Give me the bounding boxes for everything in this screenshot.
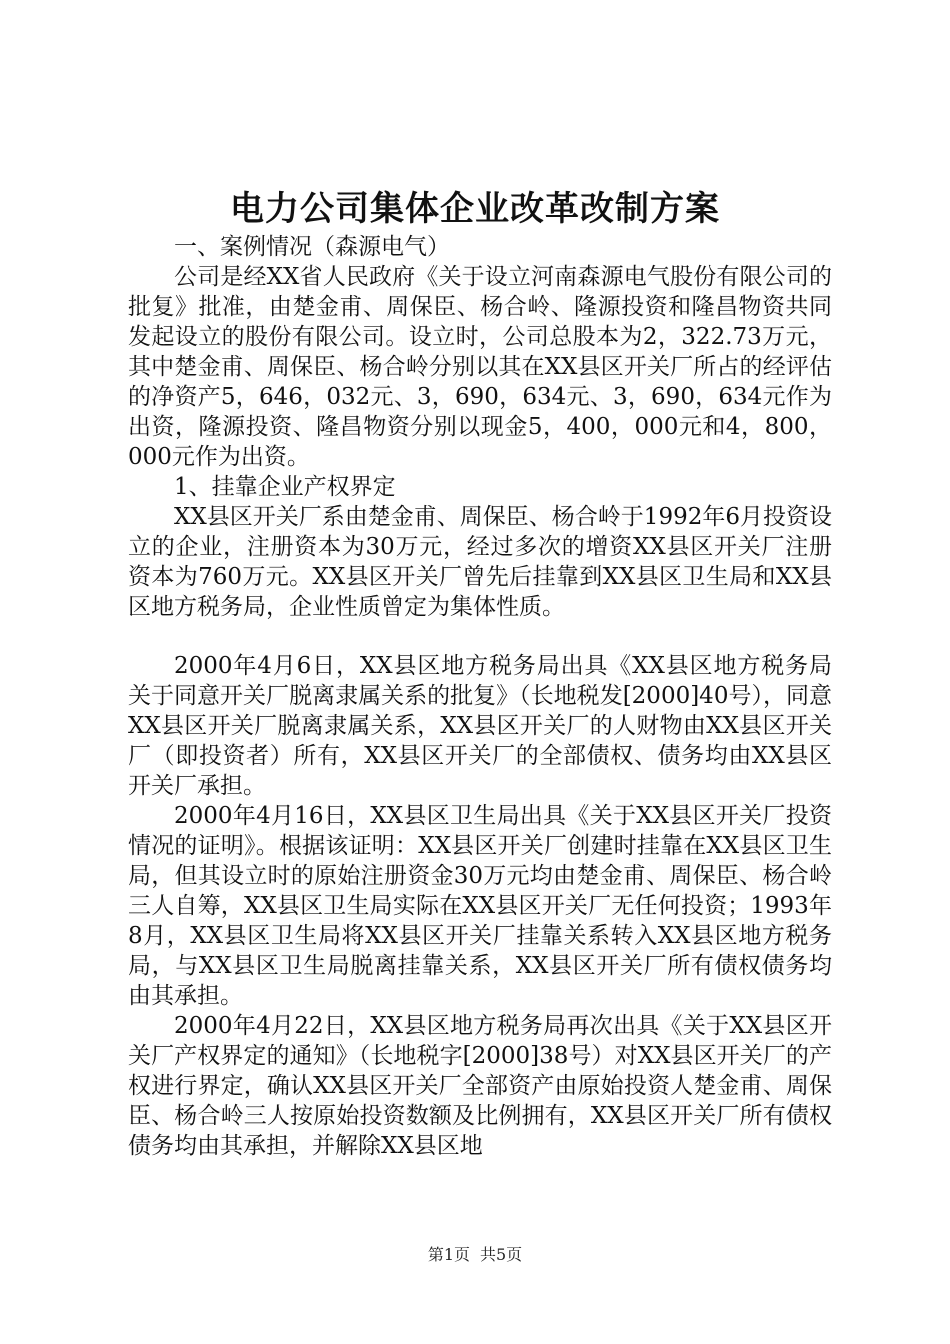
document-body	[128, 232, 832, 1161]
document-title: 电力公司集体企业改革改制方案	[230, 189, 720, 229]
paragraph-health-bureau-certificate: 2000年4月16日，XX县区卫生局出具《关于XX县区开关厂投资情况的证明》。根据该证明：XX县区开关厂创建时挂靠在XX县区卫生局，但其设立时的原始注册资金30万元均由楚金甫、周保臣、杨合岭三人自筹，XX县区卫生局实际在XX县区开关厂无任何投资；1993年8月，XX县区卫生局将XX县区开关厂挂靠关系转入XX县区地方税务局，与XX县区卫生局脱离挂靠关系，XX县区开关厂所有债权债务均由其承担。	[128, 803, 832, 1009]
subsection-heading-property-rights: 1、挂靠企业产权界定	[174, 474, 396, 500]
page-number: 第1页	[427, 1245, 470, 1264]
paragraph-property-rights-notice: 2000年4月22日，XX县区地方税务局再次出具《关于XX县区开关厂产权界定的通知》（长地税字[2000]38号）对XX县区开关厂的产权进行界定，确认XX县区开关厂全部资产由原始投资人楚金甫、周保臣、杨合岭三人按原始投资数额及比例拥有，XX县区开关厂所有债权债务均由其承担，并解除XX县区地	[128, 1013, 832, 1159]
page-footer	[0, 1244, 950, 1266]
paragraph-spacer	[128, 622, 832, 651]
paragraph-switch-factory-history: XX县区开关厂系由楚金甫、周保臣、杨合岭于1992年6月投资设立的企业，注册资本为30万元，经过多次的增资XX县区开关厂注册资本为760万元。XX县区开关厂曾先后挂靠到XX县区卫生局和XX县区地方税务局，企业性质曾定为集体性质。	[128, 504, 832, 620]
page-total: 共5页	[480, 1245, 523, 1264]
paragraph-tax-bureau-approval: 2000年4月6日，XX县区地方税务局出具《XX县区地方税务局关于同意开关厂脱离隶属关系的批复》（长地税发[2000]40号），同意XX县区开关厂脱离隶属关系，XX县区开关厂的人财物由XX县区开关厂（即投资者）所有，XX县区开关厂的全部债权、债务均由XX县区开关厂承担。	[128, 653, 832, 799]
section-heading-case: 一、案例情况（森源电气）	[174, 234, 450, 260]
paragraph-company-overview: 公司是经XX省人民政府《关于设立河南森源电气股份有限公司的批复》批准，由楚金甫、周保臣、杨合岭、隆源投资和隆昌物资共同发起设立的股份有限公司。设立时，公司总股本为2，322.73万元，其中楚金甫、周保臣、杨合岭分别以其在XX县区开关厂所占的经评估的净资产5，646，032元、3，690，634元、3，690，634元作为出资，隆源投资、隆昌物资分别以现金5，400，000元和4，800，000元作为出资。	[128, 264, 832, 470]
